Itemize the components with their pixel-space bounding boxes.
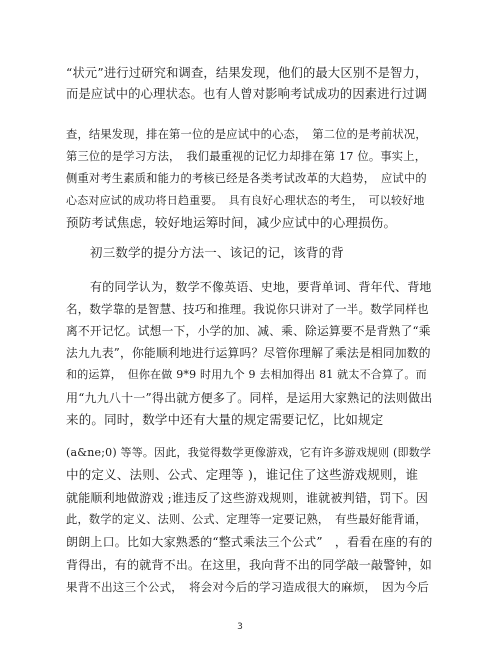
paragraph-line: 和的运算， 但你在做 9*9 时用九个 9 去相加得出 81 就太不合算了。而 [66, 368, 427, 381]
paragraph-line: 有的同学认为，数学不像英语、史地，要背单词、背年代、背地 [90, 280, 432, 294]
paragraph-line: 中的定义、法则、公式、定理等 )，谁记住了这些游戏规则，谁 [66, 467, 419, 482]
paragraph-line: 背得出，有的就背不出。在这里，我向背不出的同学敲一敲警钟，如 [66, 558, 433, 572]
section-heading: 初三数学的提分方法一、该记的记，该背的背 [90, 245, 345, 260]
paragraph-line: 离不开记忆。试想一下，小学的加、减、乘、除运算要不是背熟了“乘 [66, 324, 431, 338]
paragraph-line: 法九九表”，你能顺利地进行运算吗？尽管你理解了乘法是相同加数的 [66, 346, 431, 360]
paragraph-line: 侧重对考生素质和能力的考核已经是各类考试改革的大趋势， 应试中的 [66, 172, 427, 185]
paragraph-line: (a&ne;0) 等等。因此，我觉得数学更像游戏，它有许多游戏规则 (即数学 [66, 446, 432, 459]
paragraph-line: 此，数学的定义、法则、公式、定理等一定要记熟， 有些最好能背诵， [66, 513, 427, 526]
paragraph-line: 而是应试中的心理状态。也有人曾对影响考试成功的因素进行过调 [66, 87, 428, 101]
paragraph-line: 来的。同时，数学中还有大量的规定需要记忆，比如规定 [66, 412, 384, 427]
paragraph-line: 名，数学靠的是智慧、技巧和推理。我说你只讲对了一半。数学同样也 [66, 302, 429, 316]
paragraph-line: 心态对应试的成功将日趋重要。 具有良好心理状态的考生， 可以较好地 [66, 194, 425, 207]
paragraph-line: “状元”进行过研究和调查，结果发现，他们的最大区别不是智力， [66, 66, 428, 80]
page-number: 3 [237, 622, 243, 632]
paragraph-line: 第三位的是学习方法， 我们最重视的记忆力却排在第 17 位。事实上， [66, 150, 427, 163]
paragraph-line: 预防考试焦虑，较好地运筹时间，减少应试中的心理损伤。 [66, 215, 397, 230]
paragraph-line: 查，结果发现，排在第一位的是应试中的心态， 第二位的是考前状况， [66, 128, 427, 141]
paragraph-line: 就能顺利地做游戏 ;谁违反了这些游戏规则，谁就被判错，罚下。因 [66, 491, 429, 505]
paragraph-line: 果背不出这三个公式， 将会对今后的学习造成很大的麻烦， 因为今后 [66, 580, 429, 594]
paragraph-line: 用“九九八十一”得出就方便多了。同样，是运用大家熟记的法则做出 [66, 391, 433, 405]
paragraph-line: 朗朗上口。比如大家熟悉的“整式乘法三个公式” ，看看在座的有的 [66, 535, 433, 549]
